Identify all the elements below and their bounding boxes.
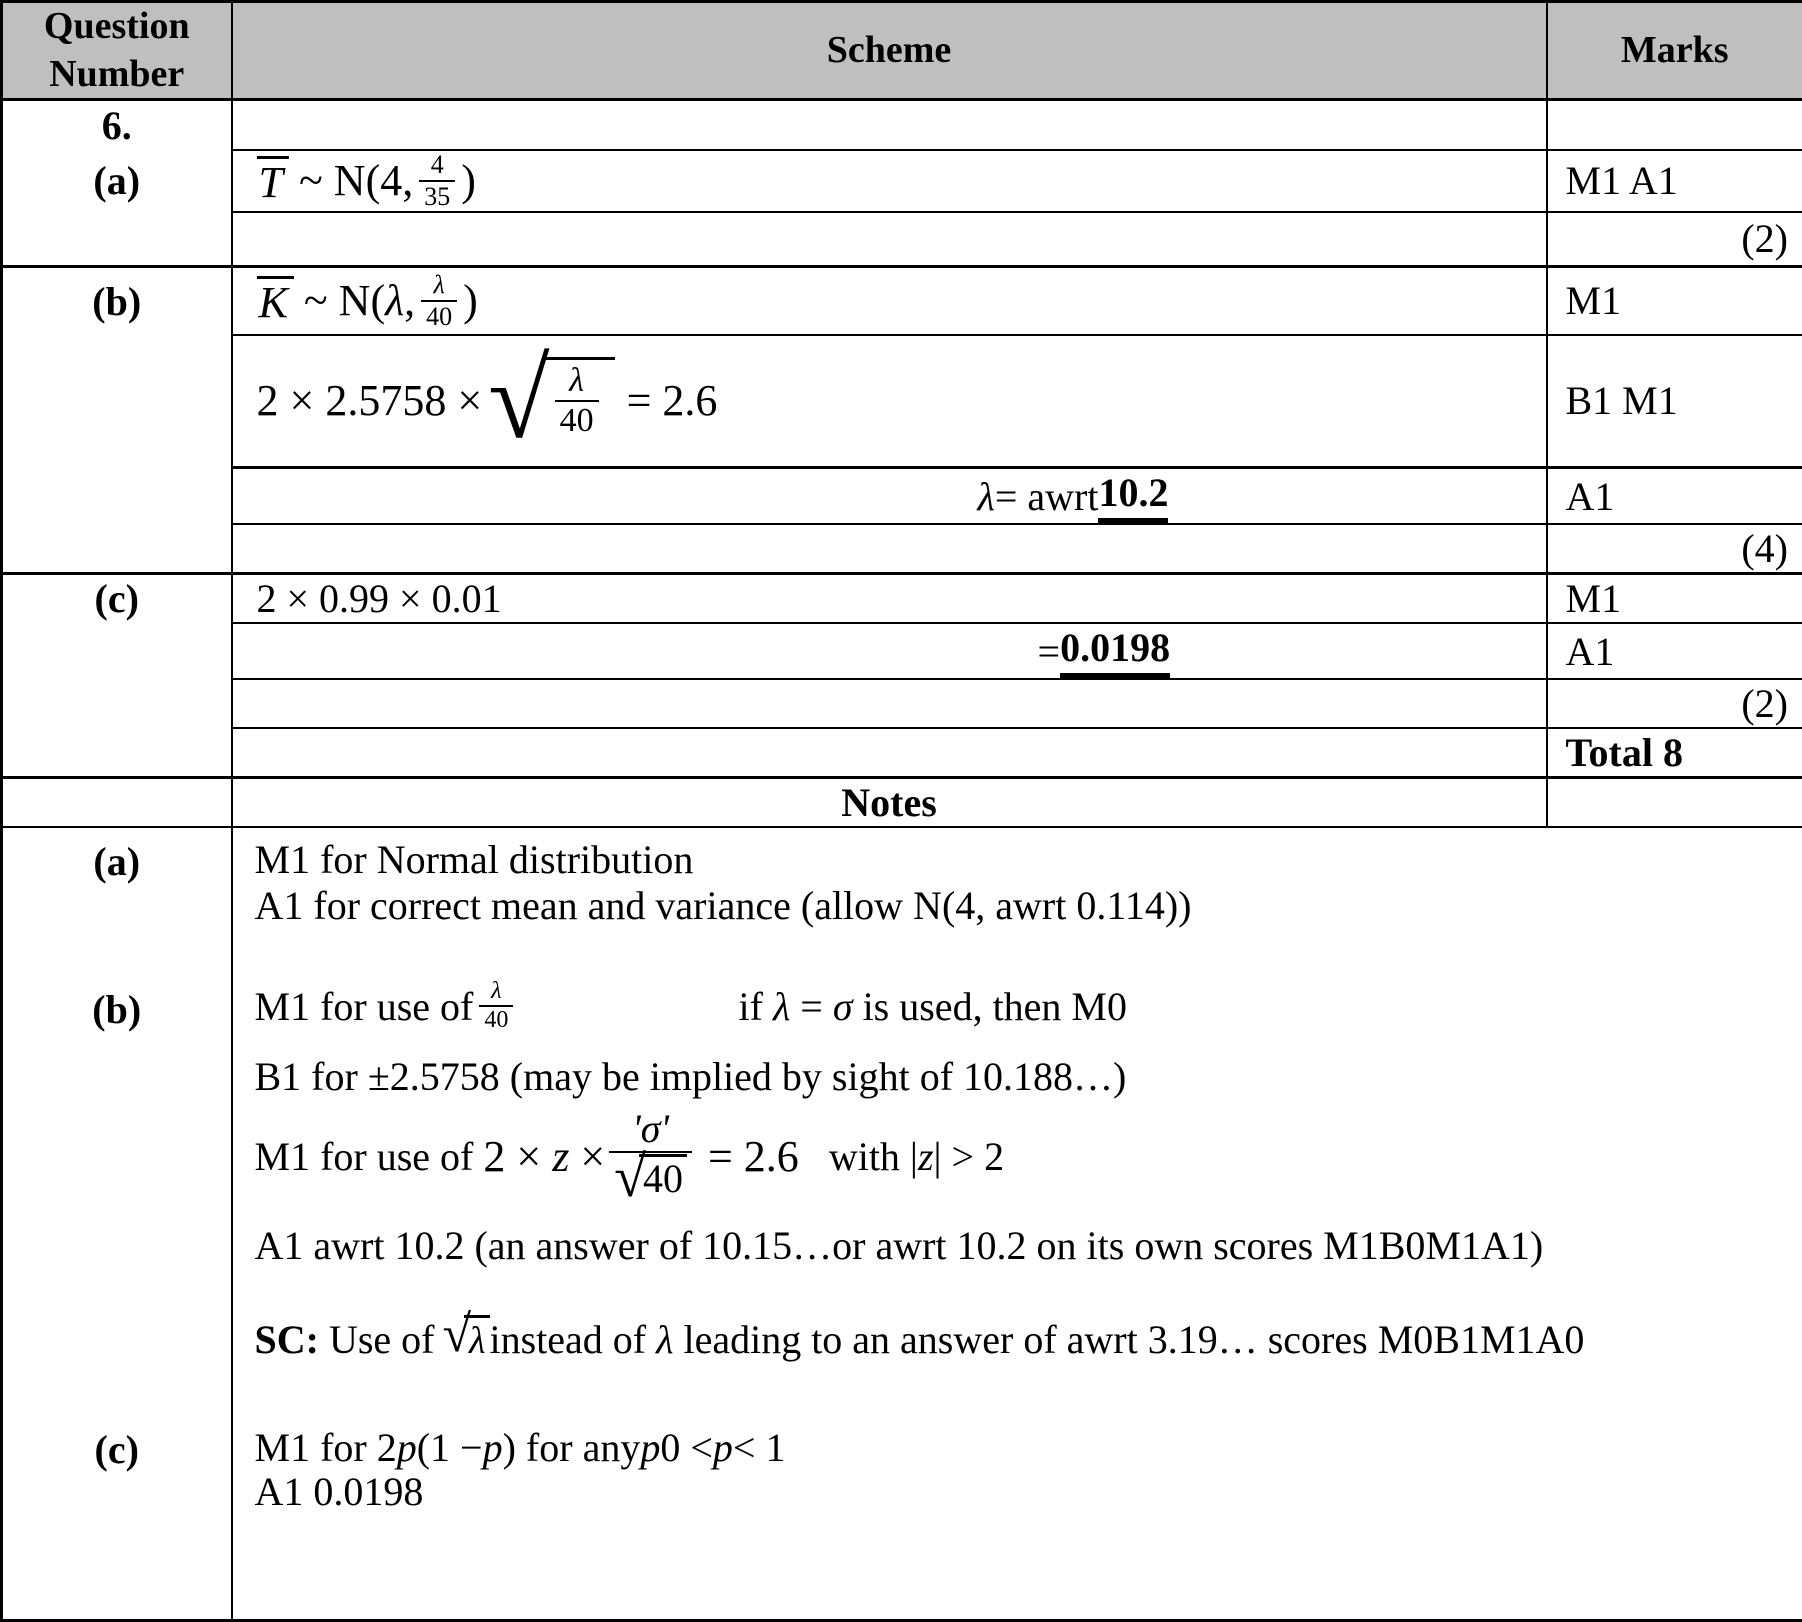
- c-answer: [1038, 624, 1546, 678]
- text-token: p: [483, 1424, 503, 1471]
- fraction-numerator: 'σ': [627, 1108, 674, 1151]
- note-b-b1: B1 for ±2.5758 (may be implied by sight of 10.188…): [255, 1053, 1791, 1100]
- notes-label-a: (a): [3, 838, 231, 885]
- K-bar-variable: K: [257, 276, 294, 325]
- header-scheme: Scheme: [232, 2, 1547, 100]
- notes-body-cell: [232, 827, 1802, 1620]
- formula-z-equation: [257, 357, 1546, 444]
- fraction-denominator: 40: [555, 400, 599, 439]
- marks-c1-cell: M1: [1547, 574, 1802, 624]
- formula-comma: ,: [404, 275, 415, 326]
- formula-factor: [483, 1131, 605, 1182]
- lambda-symbol: λ: [978, 473, 995, 520]
- notes-labels-cell: [2, 827, 232, 1620]
- fraction-denominator: [609, 1151, 692, 1204]
- marks-b2-cell: B1 M1: [1547, 335, 1802, 468]
- fraction-numerator: 4: [426, 151, 449, 179]
- note-sc: [255, 1310, 1791, 1368]
- formula-text: ~ N(: [304, 275, 385, 326]
- scheme-empty-b-subtotal: [232, 524, 1547, 574]
- marks-a-cell: M1 A1: [1547, 150, 1802, 212]
- formula-result: = 2.6: [708, 1131, 799, 1182]
- question-number-cell-c: [2, 574, 232, 778]
- row-total: [2, 728, 1802, 778]
- fraction-4-35: [419, 151, 455, 210]
- fraction-denominator: 40: [421, 300, 457, 330]
- text-token: < 1: [733, 1424, 786, 1471]
- marks-c-subtotal: (2): [1547, 679, 1802, 728]
- scheme-b-formula2-cell: [232, 335, 1547, 468]
- text-token: instead of: [490, 1317, 657, 1362]
- row-b-subtotal: [2, 524, 1802, 574]
- note-text: M1 for use of: [255, 1133, 474, 1180]
- formula-text: ~ N(4,: [299, 155, 413, 206]
- note-a-m1: M1 for Normal distribution: [255, 836, 1791, 883]
- fraction-numerator: λ: [486, 979, 506, 1005]
- part-label-c: (c): [3, 575, 231, 621]
- row-q6: [2, 100, 1802, 150]
- text-token: ×: [569, 1132, 605, 1181]
- row-b-answer: [2, 468, 1802, 525]
- row-c-calc: [2, 574, 1802, 624]
- text-token: =: [790, 984, 833, 1029]
- row-c-answer: [2, 623, 1802, 679]
- header-marks: Marks: [1547, 2, 1802, 100]
- text-token: is used, then M0: [853, 984, 1127, 1029]
- marks-total: Total 8: [1547, 728, 1802, 778]
- marks-a-subtotal: (2): [1547, 212, 1802, 267]
- notes-label-c: (c): [3, 1426, 231, 1473]
- text-token: z: [552, 1132, 569, 1181]
- formula-T-distribution: [257, 151, 1546, 210]
- scheme-empty-total: [232, 728, 1547, 778]
- marks-empty-row: [1547, 100, 1802, 150]
- text-token: 0 <: [660, 1424, 713, 1471]
- marks-b1-cell: M1: [1547, 267, 1802, 335]
- text-token: (1 −: [417, 1424, 483, 1471]
- notes-header-left-empty: [2, 778, 232, 828]
- formula-result: = 2.6: [627, 375, 718, 426]
- radicand: 40: [639, 1154, 687, 1200]
- text-token: M1 for 2: [255, 1424, 397, 1471]
- note-b-m1a: [255, 974, 1791, 1038]
- note-text: M1 for use of: [255, 983, 474, 1030]
- radical-sign: √: [488, 357, 549, 444]
- fraction-sigma-sqrt40: [609, 1108, 692, 1204]
- text-token: p: [397, 1424, 417, 1471]
- note-b-m1b: [255, 1100, 1791, 1212]
- equals-sign: =: [1038, 628, 1061, 675]
- scheme-c-calc-cell: 2 × 0.99 × 0.01: [232, 574, 1547, 624]
- text-token: ) for any: [503, 1424, 641, 1471]
- sc-pre: Use of: [329, 1316, 435, 1363]
- row-a-formula: [2, 150, 1802, 212]
- scheme-c-answer-cell: [232, 623, 1547, 679]
- text-token: 2 ×: [483, 1132, 552, 1181]
- formula-close-paren: ): [463, 275, 478, 326]
- scheme-empty-c-subtotal: [232, 679, 1547, 728]
- row-b-formula2: [2, 335, 1802, 468]
- note-c-m1: [255, 1424, 1791, 1471]
- part-label-b: (b): [3, 268, 231, 334]
- fraction-numerator: λ: [564, 363, 589, 400]
- row-c-subtotal: [2, 679, 1802, 728]
- row-notes-header: [2, 778, 1802, 828]
- scheme-a-formula-cell: [232, 150, 1547, 212]
- formula-K-distribution: [257, 271, 1546, 330]
- fraction-numerator: λ: [429, 271, 450, 299]
- header-row: [2, 2, 1802, 100]
- radical-sign: √: [614, 1154, 646, 1199]
- text-token: λ: [656, 1317, 673, 1362]
- question-number-cell-b: [2, 267, 232, 574]
- text-token: p: [713, 1424, 733, 1471]
- notes-header-right-empty: [1547, 778, 1802, 828]
- marks-b-subtotal: (4): [1547, 524, 1802, 574]
- text-token: | > 2: [934, 1134, 1005, 1179]
- text-token: z: [918, 1134, 934, 1179]
- formula-close-paren: ): [461, 155, 476, 206]
- sc-label: SC:: [255, 1316, 319, 1363]
- fraction-lambda-40: [555, 363, 599, 438]
- notes-label-b: (b): [3, 986, 231, 1033]
- scheme-b-answer-cell: [232, 468, 1547, 525]
- radical-sign: √: [442, 1315, 471, 1356]
- question-number-6: 6.: [3, 101, 231, 149]
- note-condition: [739, 983, 1128, 1030]
- square-root: [488, 357, 614, 444]
- row-notes-body: [2, 827, 1802, 1620]
- formula-prefix: 2 × 2.5758 ×: [257, 375, 483, 426]
- radicand: [543, 357, 615, 438]
- question-number-cell-6a: [2, 100, 232, 267]
- lambda-answer: [978, 469, 1546, 523]
- sc-post: [490, 1316, 1585, 1363]
- answer-value: 10.2: [1098, 469, 1168, 523]
- marks-c2-cell: A1: [1547, 623, 1802, 679]
- part-label-a: (a): [3, 149, 231, 211]
- header-question-number: Question Number: [2, 2, 232, 100]
- fraction-lambda-40: [421, 271, 457, 330]
- T-bar-variable: T: [257, 156, 289, 205]
- fraction-denominator: 35: [419, 180, 455, 210]
- marks-b3-cell: A1: [1547, 468, 1802, 525]
- note-condition: [829, 1133, 1004, 1180]
- equals-awrt: = awrt: [995, 473, 1099, 520]
- row-a-subtotal: [2, 212, 1802, 267]
- text-token: σ: [833, 984, 853, 1029]
- scheme-b-formula1-cell: [232, 267, 1547, 335]
- note-c-a1: A1 0.0198: [255, 1468, 1791, 1515]
- lambda-mean: λ: [385, 275, 404, 326]
- scheme-empty-a-subtotal: [232, 212, 1547, 267]
- fraction-lambda-40-small: [479, 979, 513, 1033]
- text-token: λ: [773, 984, 790, 1029]
- fraction-denominator: 40: [479, 1005, 513, 1033]
- note-b-a1: A1 awrt 10.2 (an answer of 10.15…or awrt 10.2 on its own scores M1B0M1A1): [255, 1222, 1791, 1269]
- radicand: λ: [464, 1315, 489, 1363]
- scheme-empty-row: [232, 100, 1547, 150]
- row-b-formula1: [2, 267, 1802, 335]
- text-token: p: [640, 1424, 660, 1471]
- answer-value: 0.0198: [1060, 624, 1170, 678]
- text-token: with |: [829, 1134, 918, 1179]
- note-a-a1: A1 for correct mean and variance (allow N(4, awrt 0.114)): [255, 882, 1791, 929]
- square-root-lambda: [442, 1315, 489, 1363]
- square-root-40: [614, 1154, 687, 1200]
- text-token: if: [739, 984, 773, 1029]
- notes-title: Notes: [232, 778, 1547, 828]
- text-token: leading to an answer of awrt 3.19… scores M0B1M1A0: [673, 1317, 1584, 1362]
